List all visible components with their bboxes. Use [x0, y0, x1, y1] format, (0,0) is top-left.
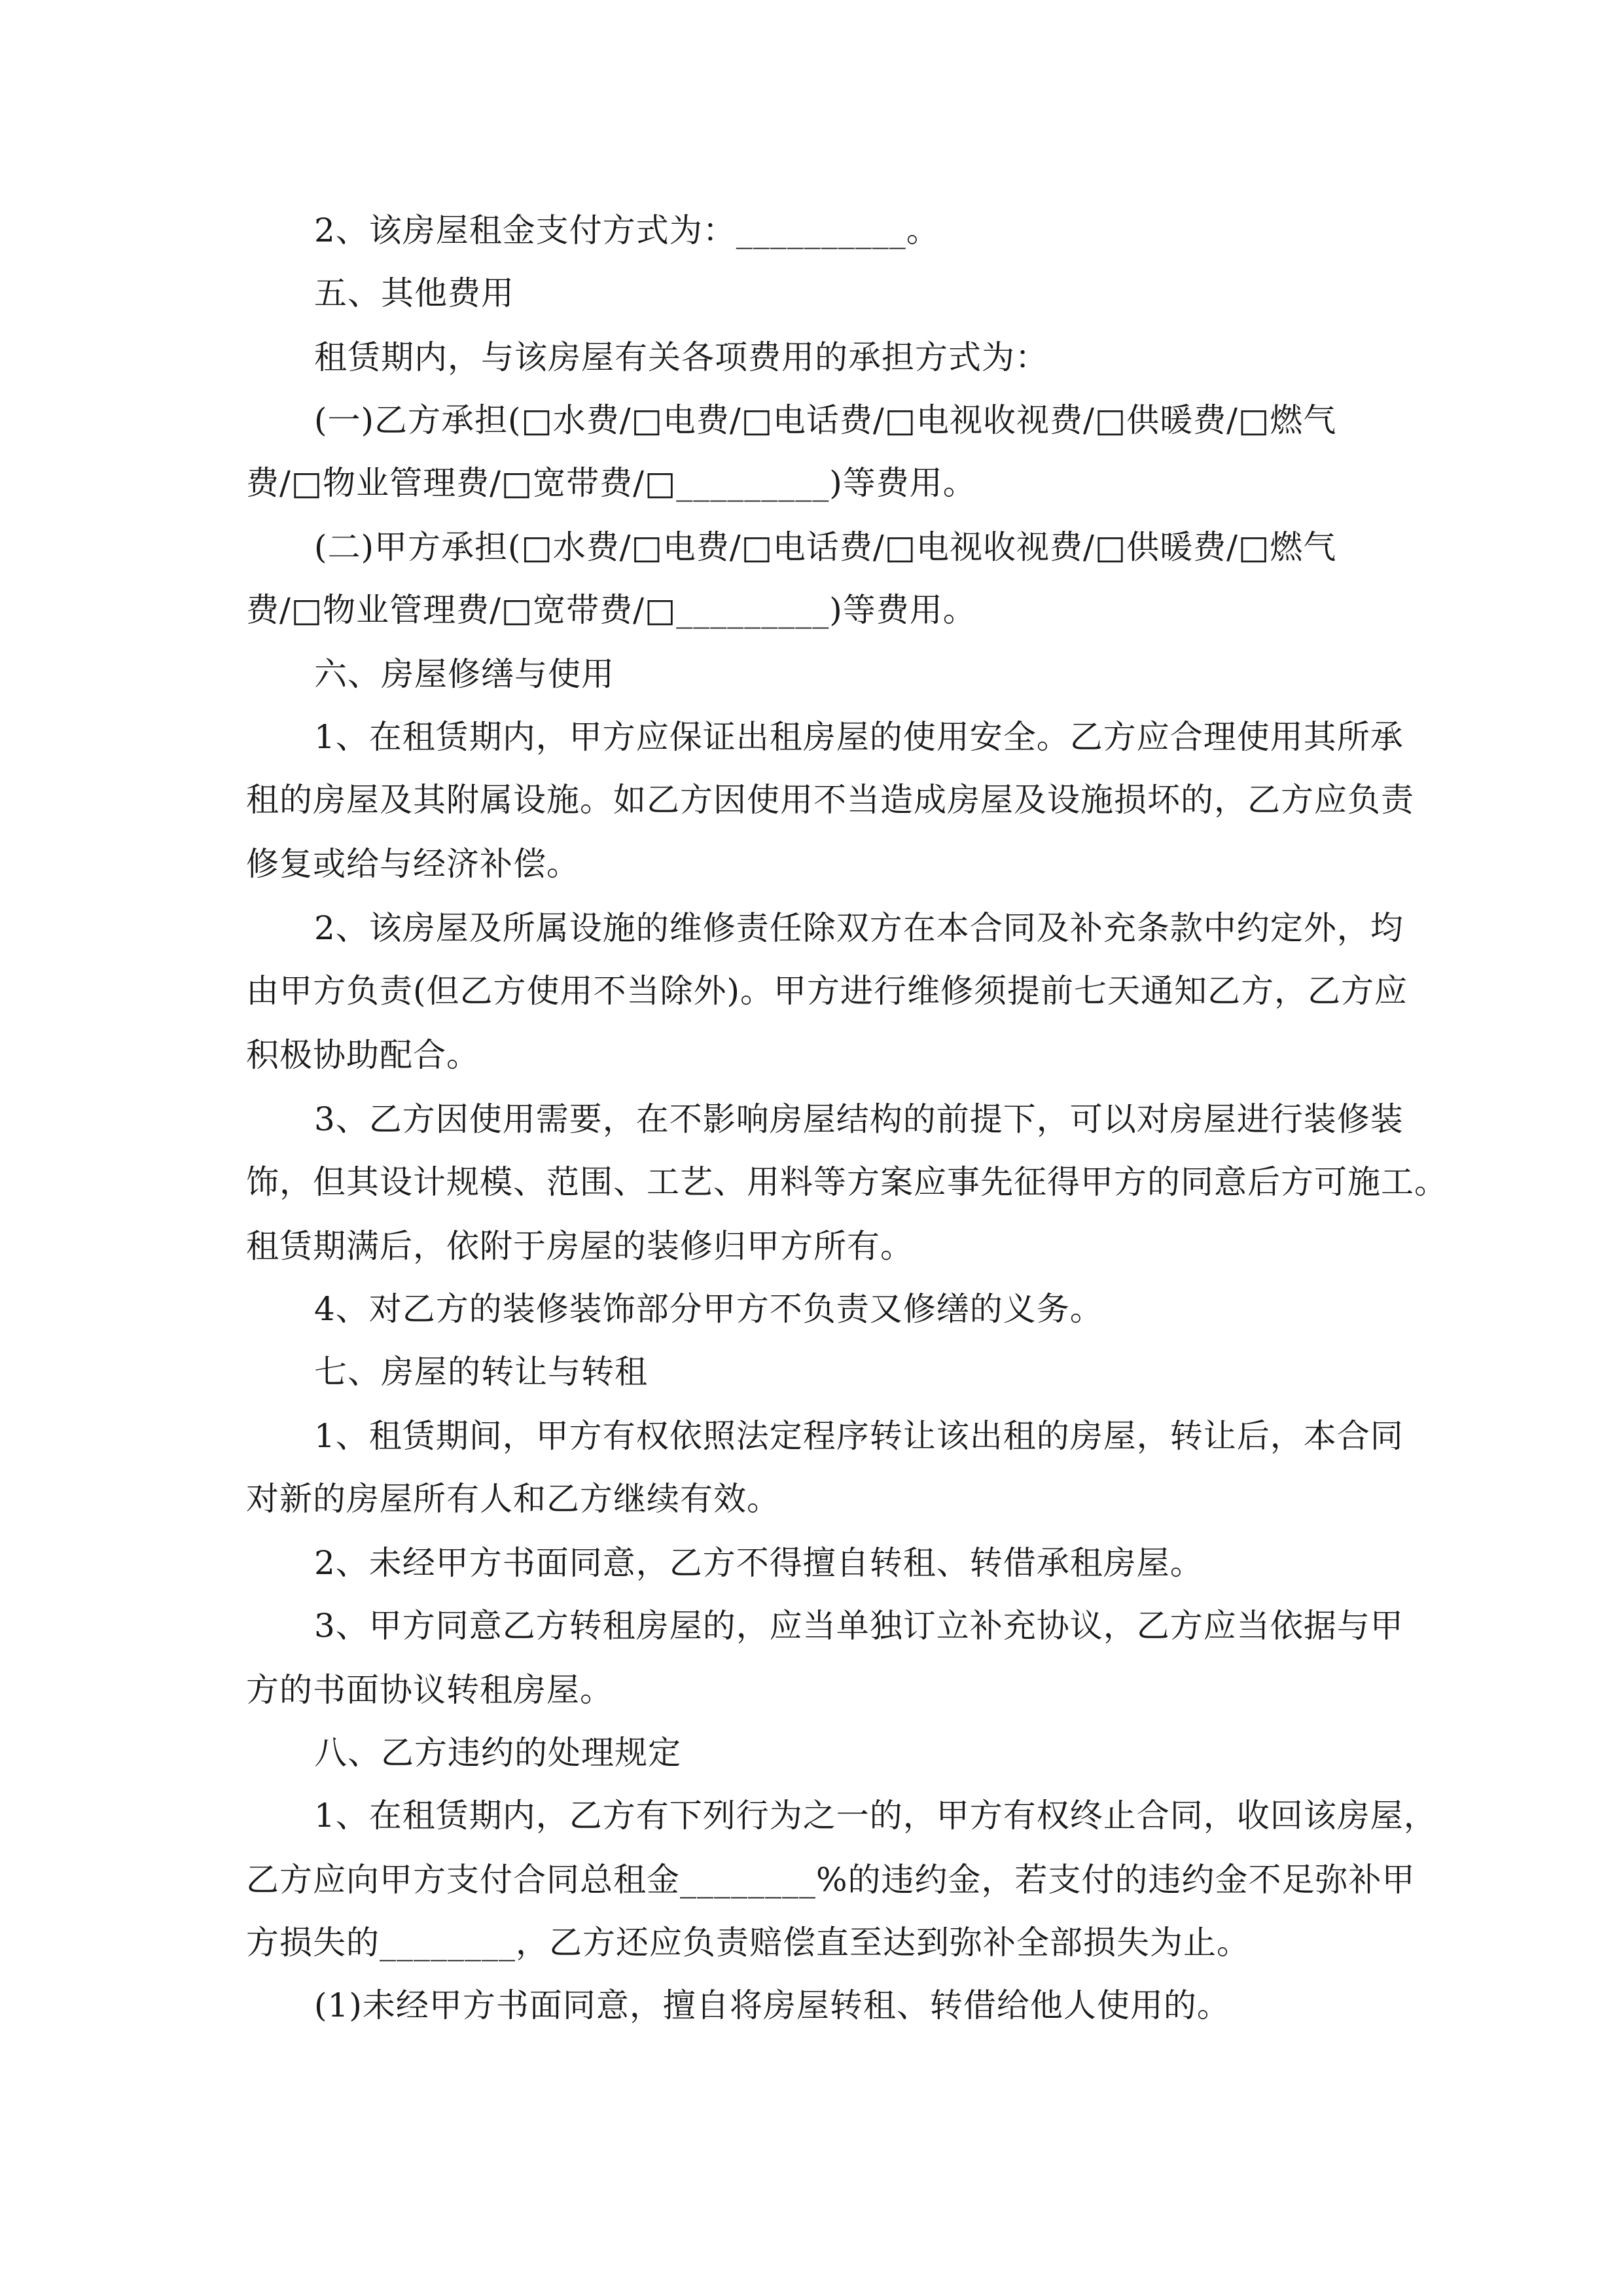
- clause-6-3-line-1: 3、乙方因使用需要，在不影响房屋结构的前提下，可以对房屋进行装修装: [314, 1100, 1404, 1138]
- clause-6-1-line-3: 修复或给与经济补偿。: [246, 845, 580, 883]
- item-2-landlord-costs-line-2: 费/□物业管理费/□宽带费/□_________)等费用。: [246, 591, 976, 629]
- clause-8-1-item-1: (1)未经甲方书面同意，擅自将房屋转租、转借给他人使用的。: [314, 1986, 1230, 2024]
- clause-7-3-line-2: 方的书面协议转租房屋。: [246, 1671, 613, 1709]
- clause-6-3-line-3: 租赁期满后，依附于房屋的装修归甲方所有。: [246, 1227, 914, 1265]
- clause-7-1-line-2: 对新的房屋所有人和乙方继续有效。: [246, 1480, 780, 1518]
- clause-6-2-line-1: 2、该房屋及所属设施的维修责任除双方在本合同及补充条款中约定外，均: [314, 909, 1404, 947]
- item-1-tenant-costs-line-1: (一)乙方承担(□水费/□电费/□电话费/□电视收视费/□供暖费/□燃气: [314, 401, 1337, 439]
- item-1-tenant-costs-line-2: 费/□物业管理费/□宽带费/□_________)等费用。: [246, 464, 976, 502]
- clause-6-4: 4、对乙方的装修装饰部分甲方不负责又修缮的义务。: [314, 1290, 1103, 1328]
- clause-6-3-line-2: 饰，但其设计规模、范围、工艺、用料等方案应事先征得甲方的同意后方可施工。: [246, 1163, 1448, 1201]
- section-8-heading: 八、乙方违约的处理规定: [314, 1734, 681, 1772]
- clause-7-3-line-1: 3、甲方同意乙方转租房屋的，应当单独订立补充协议，乙方应当依据与甲: [314, 1607, 1404, 1645]
- section-5-heading: 五、其他费用: [314, 274, 514, 312]
- clause-8-1-line-1: 1、在租赁期内，乙方有下列行为之一的，甲方有权终止合同，收回该房屋，: [314, 1797, 1437, 1835]
- section-7-heading: 七、房屋的转让与转租: [314, 1353, 648, 1391]
- clause-7-2: 2、未经甲方书面同意，乙方不得擅自转租、转借承租房屋。: [314, 1544, 1204, 1582]
- item-2-landlord-costs-line-1: (二)甲方承担(□水费/□电费/□电话费/□电视收视费/□供暖费/□燃气: [314, 528, 1337, 566]
- section-5-intro: 租赁期内，与该房屋有关各项费用的承担方式为：: [314, 338, 1048, 376]
- clause-6-1-line-2: 租的房屋及其附属设施。如乙方因使用不当造成房屋及设施损坏的，乙方应负责: [246, 781, 1414, 819]
- clause-6-2-line-2: 由甲方负责(但乙方使用不当除外)。甲方进行维修须提前七天通知乙方，乙方应: [246, 972, 1408, 1010]
- clause-6-1-line-1: 1、在租赁期内，甲方应保证出租房屋的使用安全。乙方应合理使用其所承: [314, 718, 1404, 756]
- clause-7-1-line-1: 1、租赁期间，甲方有权依照法定程序转让该出租的房屋，转让后，本合同: [314, 1417, 1404, 1455]
- clause-6-2-line-3: 积极协助配合。: [246, 1036, 480, 1074]
- clause-8-1-line-3: 方损失的________，乙方还应负责赔偿直至达到弥补全部损失为止。: [246, 1924, 1250, 1962]
- clause-8-1-line-2: 乙方应向甲方支付合同总租金________%的违约金，若支付的违约金不足弥补甲: [246, 1861, 1416, 1899]
- section-6-heading: 六、房屋修缮与使用: [314, 655, 615, 693]
- clause-5-2-rent-payment: 2、该房屋租金支付方式为：__________。: [314, 211, 940, 249]
